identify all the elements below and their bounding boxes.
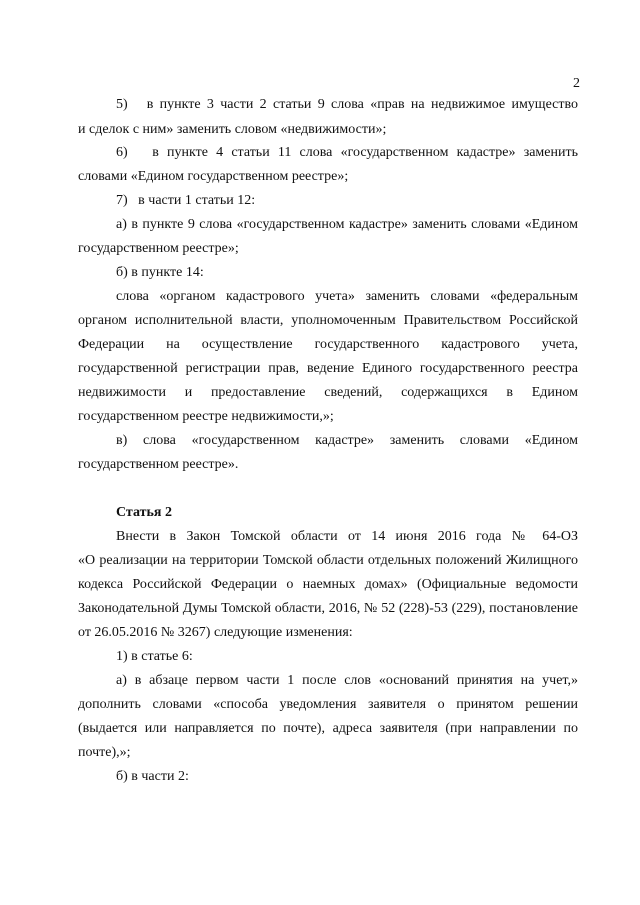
text-line: 7) в части 1 статьи 12: [116, 193, 256, 208]
text-line: дополнить словами «способа уведомления заявителя о принятом решении [78, 697, 578, 712]
text-line: а) в абзаце первом части 1 после слов «оснований принятия на учет,» [116, 673, 578, 688]
text-line: почте),»; [78, 745, 131, 760]
text-line: 1) в статье 6: [116, 649, 193, 664]
text-line: кодекса Российской Федерации о наемных домах» (Официальные ведомости [78, 577, 578, 592]
text-line: в) слова «государственном кадастре» заменить словами «Едином [116, 433, 578, 448]
text-line: государственном реестре»; [78, 241, 239, 256]
text-line: б) в пункте 14: [116, 265, 204, 280]
text-line: и сделок с ним» заменить словом «недвижимости»; [78, 122, 387, 137]
text-line: слова «органом кадастрового учета» заменить словами «федеральным [116, 289, 578, 304]
text-line: а) в пункте 9 слова «государственном кадастре» заменить словами «Едином [116, 217, 578, 232]
text-line: государственном реестре недвижимости,»; [78, 409, 334, 424]
text-line: органом исполнительной власти, уполномоченным Правительством Российской [78, 313, 578, 328]
page-number: 2 [573, 76, 580, 91]
text-line: Законодательной Думы Томской области, 2016, № 52 (228)-53 (229), постановление [78, 601, 578, 616]
article-heading: Статья 2 [116, 505, 172, 520]
text-line: 5) в пункте 3 части 2 статьи 9 слова «прав на недвижимое имущество [116, 97, 578, 112]
text-line: 6) в пункте 4 статьи 11 слова «государственном кадастре» заменить [116, 145, 578, 160]
text-line: (выдается или направляется по почте), адреса заявителя (при направлении по [78, 721, 578, 736]
text-line: государственной регистрации прав, ведение Единого государственного реестра [78, 361, 578, 376]
text-line: словами «Едином государственном реестре»; [78, 169, 349, 184]
text-line: «О реализации на территории Томской области отдельных положений Жилищного [78, 553, 578, 568]
text-line: от 26.05.2016 № 3267) следующие изменения: [78, 625, 353, 640]
text-line: недвижимости и предоставление сведений, содержащихся в Едином [78, 385, 578, 400]
text-line: Внести в Закон Томской области от 14 июня 2016 года № 64-ОЗ [116, 529, 578, 544]
text-line: государственном реестре». [78, 457, 239, 472]
text-line: Федерации на осуществление государственного кадастрового учета, [78, 337, 578, 352]
text-line: б) в части 2: [116, 769, 189, 784]
